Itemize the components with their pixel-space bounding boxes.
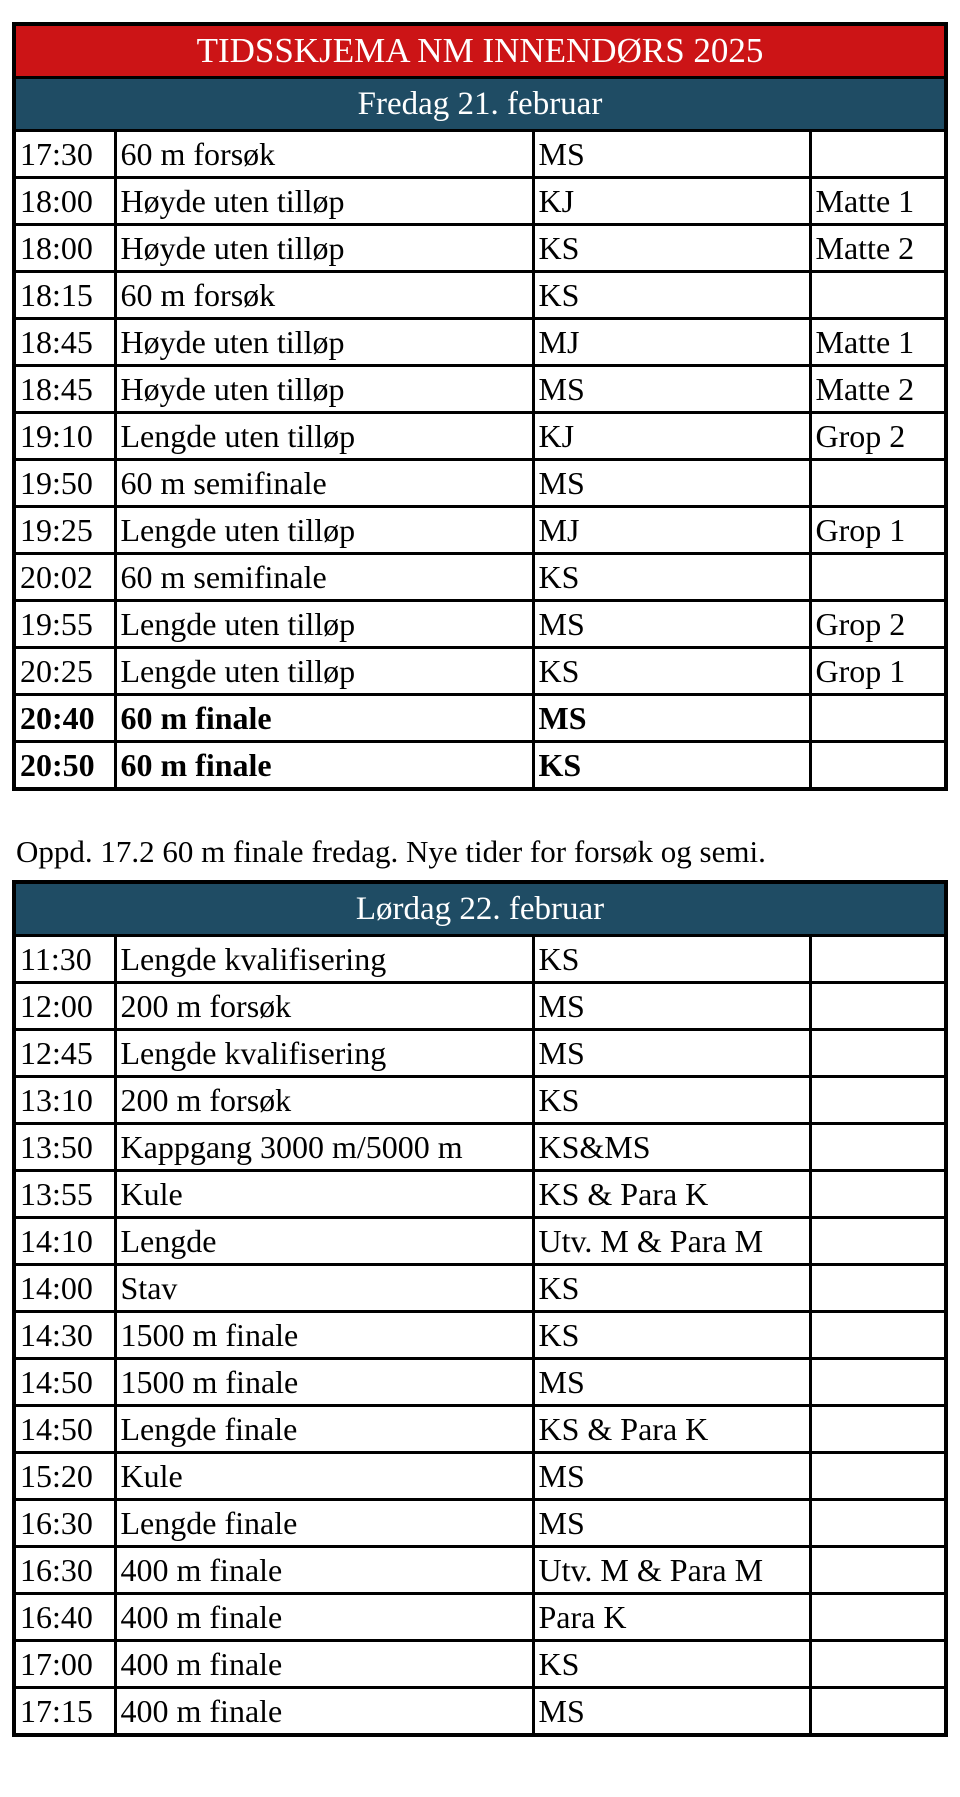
event-cell: Høyde uten tilløp: [115, 319, 533, 366]
note-cell: Matte 1: [810, 178, 944, 225]
class-cell: Utv. M & Para M: [533, 1218, 810, 1265]
event-cell: 60 m semifinale: [115, 554, 533, 601]
event-cell: 60 m finale: [115, 742, 533, 788]
class-cell: KS & Para K: [533, 1171, 810, 1218]
class-cell: KS: [533, 742, 810, 788]
saturday-schedule: [12, 880, 948, 1737]
event-cell: Kule: [115, 1453, 533, 1500]
event-cell: Lengde uten tilløp: [115, 601, 533, 648]
event-cell: 400 m finale: [115, 1641, 533, 1688]
note-cell: [810, 1218, 944, 1265]
note-cell: Grop 1: [810, 507, 944, 554]
time-cell: 20:02: [16, 554, 115, 601]
class-cell: MS: [533, 695, 810, 742]
class-cell: MS: [533, 1688, 810, 1734]
schedule-title: TIDSSKJEMA NM INNENDØRS 2025: [16, 26, 944, 79]
class-cell: KJ: [533, 413, 810, 460]
note-cell: [810, 1688, 944, 1734]
class-cell: MS: [533, 1030, 810, 1077]
note-cell: [810, 983, 944, 1030]
note-cell: [810, 1641, 944, 1688]
note-cell: [810, 1171, 944, 1218]
note-cell: Matte 1: [810, 319, 944, 366]
class-cell: MJ: [533, 319, 810, 366]
time-cell: 12:00: [16, 983, 115, 1030]
time-cell: 17:15: [16, 1688, 115, 1734]
table-row: [16, 1594, 944, 1641]
note-cell: [810, 1124, 944, 1171]
table-row: [16, 1688, 944, 1734]
note-cell: Grop 2: [810, 601, 944, 648]
class-cell: KS & Para K: [533, 1406, 810, 1453]
class-cell: KS: [533, 272, 810, 319]
table-row: [16, 1406, 944, 1453]
time-cell: 16:40: [16, 1594, 115, 1641]
time-cell: 14:00: [16, 1265, 115, 1312]
event-cell: 1500 m finale: [115, 1312, 533, 1359]
note-cell: [810, 1359, 944, 1406]
event-cell: Høyde uten tilløp: [115, 178, 533, 225]
friday-table: [16, 132, 944, 787]
time-cell: 19:25: [16, 507, 115, 554]
table-row: [16, 1077, 944, 1124]
table-row: [16, 272, 944, 319]
time-cell: 20:25: [16, 648, 115, 695]
event-cell: Lengde finale: [115, 1500, 533, 1547]
event-cell: Lengde kvalifisering: [115, 1030, 533, 1077]
time-cell: 18:15: [16, 272, 115, 319]
table-row: [16, 1218, 944, 1265]
time-cell: 17:00: [16, 1641, 115, 1688]
time-cell: 19:50: [16, 460, 115, 507]
class-cell: KS: [533, 225, 810, 272]
time-cell: 12:45: [16, 1030, 115, 1077]
note-cell: [810, 460, 944, 507]
table-row: [16, 695, 944, 742]
table-row: [16, 1359, 944, 1406]
note-cell: [810, 1500, 944, 1547]
class-cell: MS: [533, 460, 810, 507]
table-row: [16, 1547, 944, 1594]
table-row: [16, 178, 944, 225]
class-cell: KJ: [533, 178, 810, 225]
table-row: [16, 1124, 944, 1171]
time-cell: 18:45: [16, 366, 115, 413]
table-row: [16, 1030, 944, 1077]
class-cell: KS: [533, 648, 810, 695]
time-cell: 14:50: [16, 1406, 115, 1453]
event-cell: Lengde kvalifisering: [115, 937, 533, 983]
note-cell: [810, 1406, 944, 1453]
note-cell: Grop 2: [810, 413, 944, 460]
table-row: [16, 1171, 944, 1218]
event-cell: Lengde uten tilløp: [115, 413, 533, 460]
event-cell: 60 m forsøk: [115, 272, 533, 319]
class-cell: KS: [533, 1265, 810, 1312]
note-cell: [810, 1453, 944, 1500]
time-cell: 13:55: [16, 1171, 115, 1218]
event-cell: Lengde uten tilløp: [115, 648, 533, 695]
friday-schedule: [12, 22, 948, 791]
class-cell: MS: [533, 132, 810, 178]
class-cell: Utv. M & Para M: [533, 1547, 810, 1594]
time-cell: 18:00: [16, 225, 115, 272]
class-cell: MS: [533, 983, 810, 1030]
time-cell: 14:30: [16, 1312, 115, 1359]
time-cell: 19:10: [16, 413, 115, 460]
table-row: [16, 742, 944, 788]
table-row: [16, 132, 944, 178]
note-cell: [810, 695, 944, 742]
table-row: [16, 225, 944, 272]
friday-heading: Fredag 21. februar: [16, 79, 944, 132]
event-cell: 60 m finale: [115, 695, 533, 742]
note-cell: Grop 1: [810, 648, 944, 695]
class-cell: KS: [533, 1641, 810, 1688]
event-cell: 400 m finale: [115, 1547, 533, 1594]
time-cell: 15:20: [16, 1453, 115, 1500]
event-cell: 1500 m finale: [115, 1359, 533, 1406]
class-cell: MS: [533, 1359, 810, 1406]
event-cell: Kappgang 3000 m/5000 m: [115, 1124, 533, 1171]
event-cell: Kule: [115, 1171, 533, 1218]
note-cell: [810, 1030, 944, 1077]
class-cell: MJ: [533, 507, 810, 554]
note-cell: [810, 1312, 944, 1359]
class-cell: Para K: [533, 1594, 810, 1641]
note-cell: [810, 1265, 944, 1312]
note-cell: [810, 1077, 944, 1124]
time-cell: 13:10: [16, 1077, 115, 1124]
table-row: [16, 1265, 944, 1312]
event-cell: Lengde finale: [115, 1406, 533, 1453]
table-row: [16, 1453, 944, 1500]
table-row: [16, 319, 944, 366]
event-cell: 400 m finale: [115, 1594, 533, 1641]
event-cell: Stav: [115, 1265, 533, 1312]
time-cell: 18:45: [16, 319, 115, 366]
event-cell: Høyde uten tilløp: [115, 366, 533, 413]
class-cell: MS: [533, 1453, 810, 1500]
time-cell: 11:30: [16, 937, 115, 983]
time-cell: 16:30: [16, 1547, 115, 1594]
time-cell: 20:40: [16, 695, 115, 742]
time-cell: 18:00: [16, 178, 115, 225]
note-cell: [810, 554, 944, 601]
time-cell: 14:10: [16, 1218, 115, 1265]
time-cell: 14:50: [16, 1359, 115, 1406]
note-cell: [810, 1547, 944, 1594]
table-row: [16, 1500, 944, 1547]
table-row: [16, 1312, 944, 1359]
event-cell: Høyde uten tilløp: [115, 225, 533, 272]
table-row: [16, 937, 944, 983]
class-cell: KS&MS: [533, 1124, 810, 1171]
time-cell: 19:55: [16, 601, 115, 648]
class-cell: MS: [533, 366, 810, 413]
table-row: [16, 1641, 944, 1688]
time-cell: 13:50: [16, 1124, 115, 1171]
table-row: [16, 460, 944, 507]
note-cell: [810, 132, 944, 178]
table-row: [16, 507, 944, 554]
note-cell: Matte 2: [810, 225, 944, 272]
update-note: Oppd. 17.2 60 m finale fredag. Nye tider for forsøk og semi.: [16, 834, 766, 869]
table-row: [16, 983, 944, 1030]
event-cell: 200 m forsøk: [115, 983, 533, 1030]
event-cell: Lengde uten tilløp: [115, 507, 533, 554]
class-cell: MS: [533, 601, 810, 648]
event-cell: 60 m forsøk: [115, 132, 533, 178]
class-cell: KS: [533, 1077, 810, 1124]
time-cell: 20:50: [16, 742, 115, 788]
note-cell: [810, 742, 944, 788]
event-cell: Lengde: [115, 1218, 533, 1265]
note-cell: [810, 1594, 944, 1641]
saturday-table: [16, 937, 944, 1733]
time-cell: 16:30: [16, 1500, 115, 1547]
table-row: [16, 601, 944, 648]
event-cell: 60 m semifinale: [115, 460, 533, 507]
table-row: [16, 648, 944, 695]
time-cell: 17:30: [16, 132, 115, 178]
class-cell: MS: [533, 1500, 810, 1547]
class-cell: KS: [533, 937, 810, 983]
event-cell: 400 m finale: [115, 1688, 533, 1734]
note-cell: [810, 937, 944, 983]
table-row: [16, 554, 944, 601]
note-cell: Matte 2: [810, 366, 944, 413]
class-cell: KS: [533, 554, 810, 601]
saturday-heading: Lørdag 22. februar: [16, 884, 944, 937]
table-row: [16, 366, 944, 413]
event-cell: 200 m forsøk: [115, 1077, 533, 1124]
table-row: [16, 413, 944, 460]
note-cell: [810, 272, 944, 319]
class-cell: KS: [533, 1312, 810, 1359]
